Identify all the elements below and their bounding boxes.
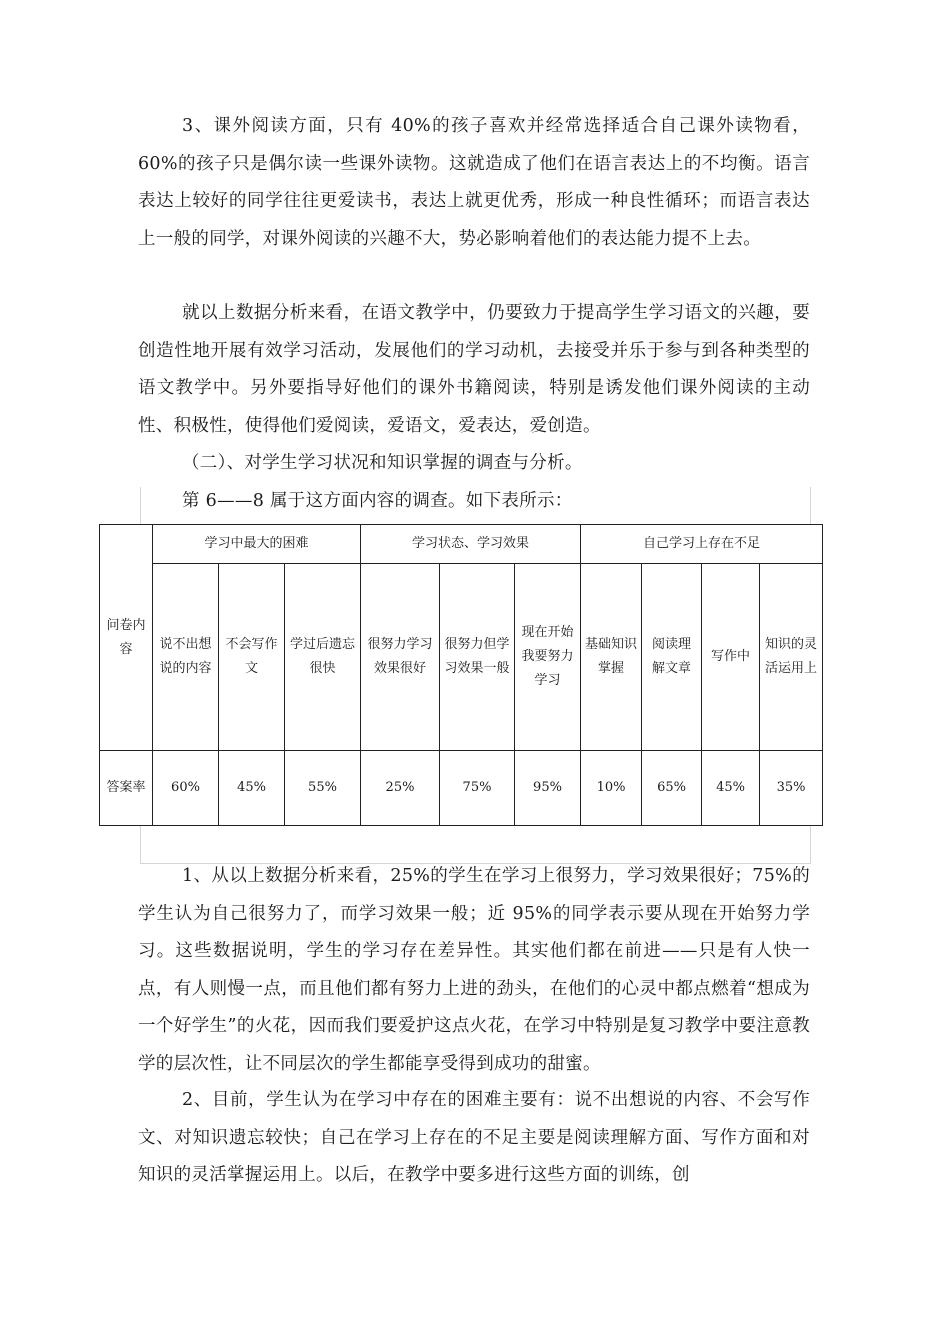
- survey-table: [99, 524, 823, 826]
- paragraph-extracurricular-reading: 3、课外阅读方面，只有 40%的孩子喜欢并经常选择适合自己课外读物看，60%的孩子只是偶尔读一些课外读物。这就造成了他们在语言表达上的不均衡。语言表达上较好的同学往往更爱读书，表达上就更优秀，形成一种良性循环；而语言表达上一般的同学，对课外阅读的兴趣不大，势必影响着他们的表达能力提不上去。: [138, 116, 810, 249]
- table-item: 写作中: [702, 564, 760, 751]
- table-rate: 45%: [219, 751, 285, 826]
- paragraph-analysis-effort: 1、从以上数据分析来看，25%的学生在学习上很努力，学习效果很好；75%的学生认为自己很努力了，而学习效果一般；近 95%的同学表示要从现在开始努力学习。这些数据说明，学生的学习存在差异性。其实他们都在前进——只是有人快一点，有人则慢一点，而且他们都有努力上进的劲头，在他们的心灵中都点燃着“想成为一个好学生”的火花，因而我们要爱护这点火花，在学习中特别是复习教学中要注意教学的层次性，让不同层次的学生都能享受得到成功的甜蜜。: [138, 866, 810, 1074]
- section-heading: （二）、对学生学习状况和知识掌握的调查与分析。: [182, 453, 583, 473]
- table-intro: 第 6——8 属于这方面内容的调查。如下表所示：: [182, 491, 573, 511]
- table-item: 说不出想说的内容: [153, 564, 219, 751]
- table-rate: 65%: [642, 751, 702, 826]
- paragraph-analysis-difficulties: 2、目前，学生认为在学习中存在的困难主要有：说不出想说的内容、不会写作文、对知识遗忘较快；自己在学习上存在的不足主要是阅读理解方面、写作方面和对知识的灵活掌握运用上。以后，在教学中要多进行这些方面的训练，创: [138, 1090, 810, 1185]
- group-header-difficulty: 学习中最大的困难: [153, 525, 361, 564]
- table-rate: 75%: [440, 751, 515, 826]
- table-rate: 45%: [702, 751, 760, 826]
- table-item: 现在开始我要努力学习: [515, 564, 581, 751]
- group-header-learning-state: 学习状态、学习效果: [361, 525, 581, 564]
- table-item: 阅读理解文章: [642, 564, 702, 751]
- row-header-answer-rate: 答案率: [100, 751, 153, 826]
- row-header-questionnaire: 问卷内容: [100, 525, 153, 751]
- paragraph-conclusion: 就以上数据分析来看，在语文教学中，仍要致力于提高学生学习语文的兴趣，要创造性地开展有效学习活动，发展他们的学习动机，去接受并乐于参与到各种类型的语文教学中。另外要指导好他们的课外书籍阅读，特别是诱发他们课外阅读的主动性、积极性，使得他们爱阅读，爱语文，爱表达，爱创造。: [138, 303, 810, 436]
- table-item: 知识的灵活运用上: [760, 564, 823, 751]
- table-item: 基础知识掌握: [581, 564, 642, 751]
- table-rate: 10%: [581, 751, 642, 826]
- table-item: 学过后遗忘很快: [285, 564, 361, 751]
- table-rate: 95%: [515, 751, 581, 826]
- group-header-shortcomings: 自己学习上存在不足: [581, 525, 823, 564]
- table-rate: 25%: [361, 751, 440, 826]
- table-rate: 60%: [153, 751, 219, 826]
- table-rate: 35%: [760, 751, 823, 826]
- table-item: 不会写作文: [219, 564, 285, 751]
- table-item: 很努力但学习效果一般: [440, 564, 515, 751]
- table-item: 很努力学习效果很好: [361, 564, 440, 751]
- table-rate: 55%: [285, 751, 361, 826]
